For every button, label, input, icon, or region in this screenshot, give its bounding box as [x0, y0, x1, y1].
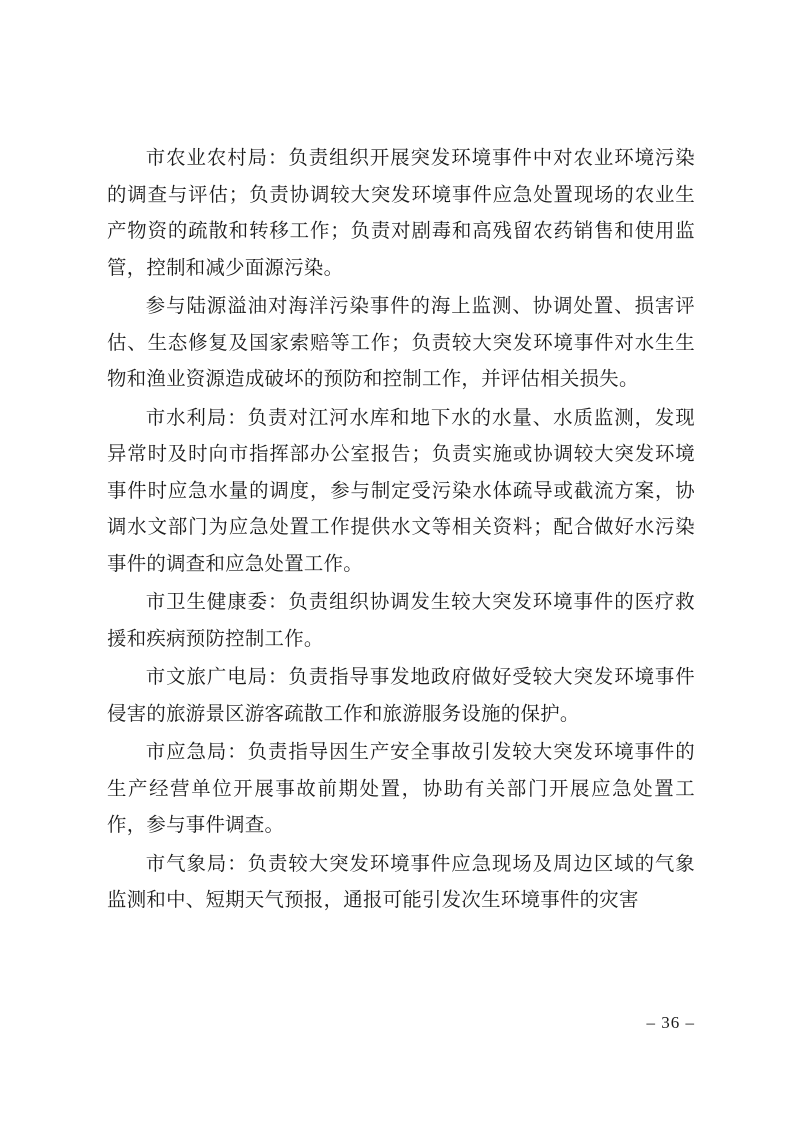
paragraph-water-resources-bureau: 市水利局：负责对江河水库和地下水的水量、水质监测，发现异常时及时向市指挥部办公室报告；负责实施或协调较大突发环境事件时应急水量的调度，参与制定受污染水体疏导或截流方案，协调水文部门为应急处置工作提供水文等相关资料；配合做好水污染事件的调查和应急处置工作。	[107, 405, 695, 575]
paragraph-emergency-bureau: 市应急局：负责指导因生产安全事故引发较大突发环境事件的生产经营单位开展事故前期处置，协助有关部门开展应急处置工作，参与事件调查。	[107, 740, 695, 836]
paragraph-marine-pollution: 参与陆源溢油对海洋污染事件的海上监测、协调处置、损害评估、生态修复及国家索赔等工作；负责较大突发环境事件对水生生物和渔业资源造成破坏的预防和控制工作，并评估相关损失。	[107, 294, 695, 390]
page-number: – 36 –	[646, 1013, 695, 1032]
paragraph-meteorological-bureau: 市气象局：负责较大突发环境事件应急现场及周边区域的气象监测和中、短期天气预报，通报可能引发次生环境事件的灾害	[107, 851, 695, 911]
paragraph-culture-tourism-bureau: 市文旅广电局：负责指导事发地政府做好受较大突发环境事件侵害的旅游景区游客疏散工作和旅游服务设施的保护。	[107, 665, 695, 725]
document-body	[107, 140, 695, 921]
paragraph-agriculture-bureau: 市农业农村局：负责组织开展突发环境事件中对农业环境污染的调查与评估；负责协调较大突发环境事件应急处置现场的农业生产物资的疏散和转移工作；负责对剧毒和高残留农药销售和使用监管，控制和减少面源污染。	[107, 146, 695, 279]
paragraph-health-commission: 市卫生健康委：负责组织协调发生较大突发环境事件的医疗救援和疾病预防控制工作。	[107, 590, 695, 650]
